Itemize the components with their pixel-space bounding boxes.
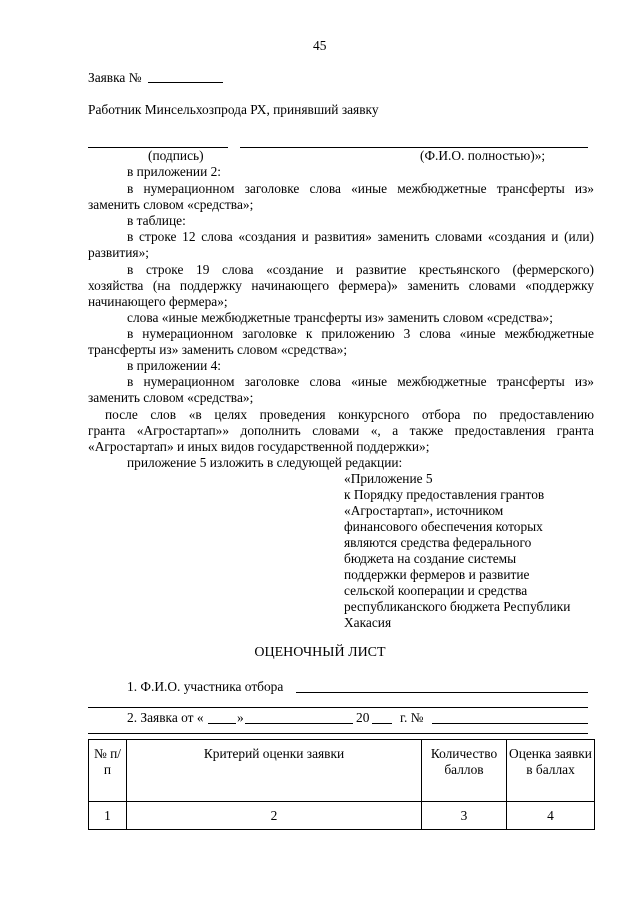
year-prefix: 20 [356,710,370,725]
text-line: начинающего фермера»; [88,294,228,309]
text-line: в нумерационном заголовке слова «иные межбюджетные трансферты из» [127,181,594,196]
appendix-line: к Порядку предоставления грантов [344,487,545,502]
text-line: заменить словом «средства»; [88,390,254,405]
page-number: 45 [313,38,327,53]
appendix-line: «Агростартап», источником [344,503,504,518]
table-cell: 2 [127,802,422,830]
fio-caption: (Ф.И.О. полностью)»; [420,148,546,163]
appendix-line: сельской кооперации и средства [344,583,528,598]
month-blank [245,723,353,724]
participant-blank [296,692,588,693]
appendix-line: бюджета на создание системы [344,551,517,566]
signature-caption: (подпись) [148,148,204,163]
table-cell: 4 [507,802,595,830]
header-cell-points: Количество баллов [422,740,507,802]
appendix-line: поддержки фермеров и развитие [344,567,530,582]
table-cell: 3 [422,802,507,830]
text-line: заменить словом «средства»; [88,197,254,212]
appendix-line: республиканского бюджета Республики [344,599,571,614]
table-header-row [89,740,595,802]
text-line: хозяйства (на поддержку начинающего фермера)» заменить словами «поддержку [88,278,594,293]
quote-close: » [237,710,244,725]
text-line: в нумерационном заголовке к приложению 3 слова «иные межбюджетные [127,326,594,341]
text-line: гранта «Агростартап»» дополнить словами «, а также предоставления гранта [88,423,594,438]
header-cell-score: Оценка заявки в баллах [507,740,595,802]
text-line: после слов «в целях проведения конкурсного отбора по предоставлению [105,407,594,422]
text-line: в нумерационном заголовке слова «иные межбюджетные трансферты из» [127,374,594,389]
day-blank [208,723,236,724]
request-number-label: Заявка № [88,70,142,85]
number-label: г. № [400,710,424,725]
text-line: «Агростартап» и иных видов государственной поддержки»; [88,439,430,454]
text-line: в приложении 2: [127,164,222,179]
appendix-line: Хакасия [344,615,392,630]
participant-label: 1. Ф.И.О. участника отбора [127,679,284,694]
text-line: в строке 12 слова «создания и развития» заменить словами «создания и (или) [127,229,594,244]
text-line: приложение 5 изложить в следующей редакции: [127,455,403,470]
table-cell: 1 [89,802,127,830]
appendix-line: являются средства федерального [344,535,532,550]
request-blank-extra [88,733,588,734]
appendix-line: «Приложение 5 [344,471,433,486]
text-line: развития»; [88,245,150,260]
text-line: в приложении 4: [127,358,222,373]
request-date-label: 2. Заявка от « [127,710,204,725]
appendix-line: финансового обеспечения которых [344,519,543,534]
text-line: в таблице: [127,213,186,228]
header-cell-criterion: Критерий оценки заявки [127,740,422,802]
request-number-blank [148,82,223,83]
text-line: слова «иные межбюджетные трансферты из» заменить словом «средства»; [127,310,553,325]
text-line: в строке 19 слова «создание и развитие крестьянского (фермерского) [127,262,594,277]
number-blank [432,723,588,724]
table-row [89,802,595,830]
sheet-title: ОЦЕНОЧНЫЙ ЛИСТ [254,645,386,660]
employee-line: Работник Минсельхозпрода РХ, принявший заявку [88,102,379,117]
text-line: трансферты из» заменить словом «средства»; [88,342,348,357]
evaluation-table [88,739,595,830]
header-cell-number: № п/п [89,740,127,802]
year-blank [372,723,392,724]
participant-blank-extra [88,707,588,708]
